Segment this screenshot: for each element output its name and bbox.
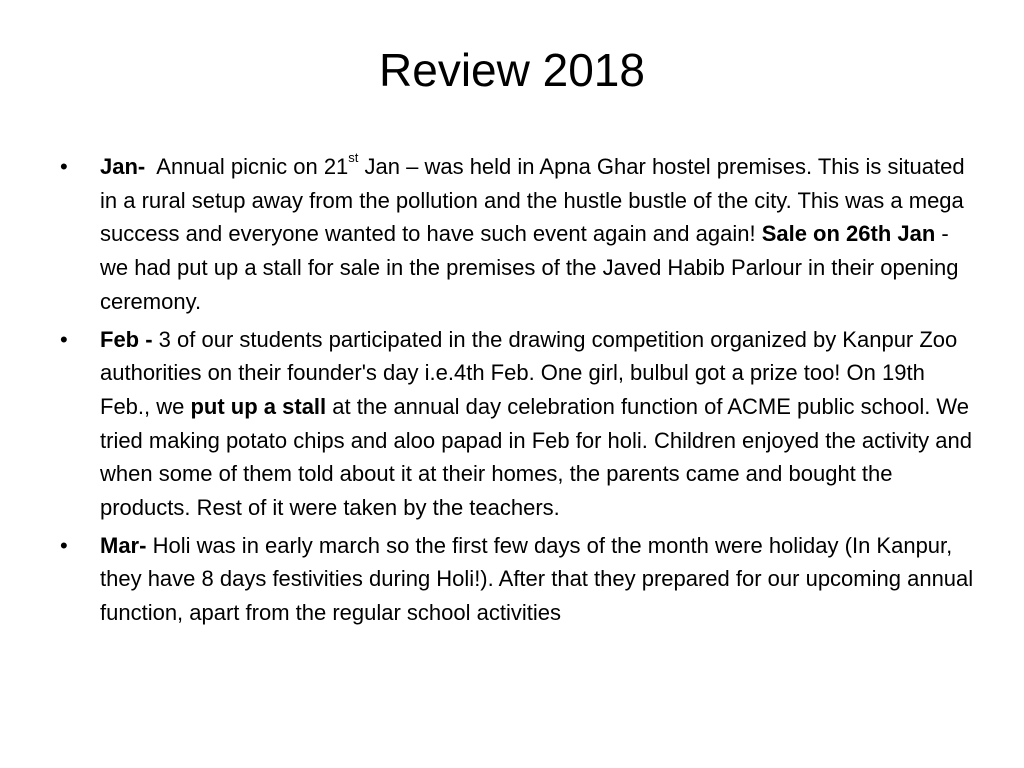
highlight-text: put up a stall [190,393,327,419]
bullet-list [56,150,976,634]
text-segment: 3 of our students participated in the drawing competition organized by Kanpur Zoo authorities on their founder's day i.e.4th Feb. One girl, bulbul got a prize too! On 19th Feb., we [100,326,958,419]
month-label: Feb - [100,326,153,352]
text-segment: Holi was in early march so the first few days of the month were holiday (In Kanpur, they have 8 days festivities during Holi!). After that they prepared for our upcoming annual function, apart from the regular school activities [100,532,974,626]
bullet-dot-icon: • [60,326,68,352]
slide-title: Review 2018 [379,44,645,96]
highlight-text: Sale on 26th Jan [761,221,936,247]
bullet-item-mar [56,529,976,630]
bullet-text [100,323,976,525]
month-label: Jan- [100,154,146,179]
bullet-text [100,150,976,319]
bullet-text [100,529,976,630]
superscript: st [348,149,359,165]
text-segment: Jan – was held in Apna Ghar hostel premises. This is situated in a rural setup away from the pollution and the hustle bustle of the city. This was a mega success and everyone wanted to have such event again and again! [100,154,965,247]
bullet-dot-icon: • [60,532,68,558]
bullet-item-jan [56,150,976,319]
month-label: Mar- [100,532,147,558]
text-segment: Annual picnic on 21 [156,154,349,179]
bullet-item-feb [56,323,976,525]
bullet-dot-icon: • [60,154,68,179]
text-segment: at the annual day celebration function of ACME public school. We tried making potato chips and aloo papad in Feb for holi. Children enjoyed the activity and when some of them told about it at their homes, the parents came and bought the products. Rest of it were taken by the teachers. [100,393,972,521]
text-segment: - we had put up a stall for sale in the premises of the Javed Habib Parlour in their opening ceremony. [100,221,959,314]
